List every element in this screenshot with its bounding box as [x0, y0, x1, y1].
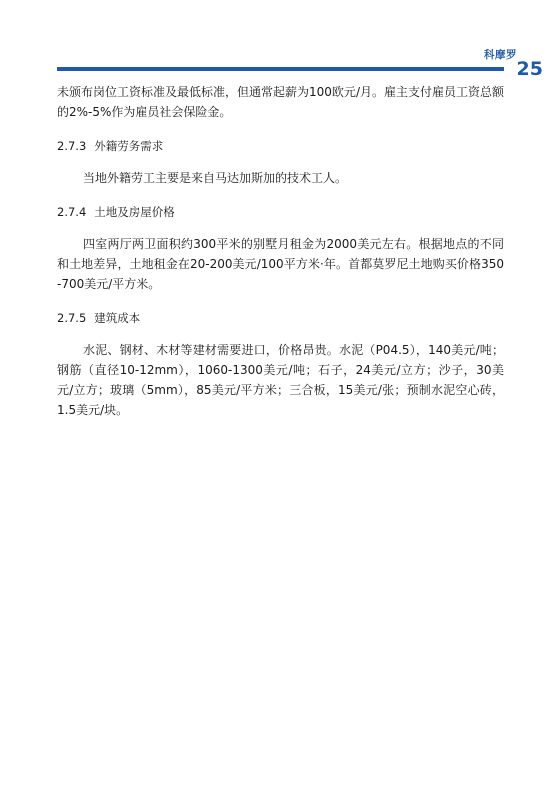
- section-paragraph: 水泥、钢材、木材等建材需要进口，价格昂贵。水泥（P04.5），140美元/吨；钢筋（直径10-12mm），1060-1300美元/吨；石子，24美元/立方；沙子，30美元/立方；玻璃（5mm），85美元/平方米；三合板，15美元/张；预制水泥空心砖，1.5美元/块。: [57, 343, 504, 417]
- section-heading: [57, 136, 504, 156]
- running-header-title: 科摩罗: [484, 49, 517, 61]
- section-number: 2.7.3: [57, 139, 87, 153]
- section-title: 外籍劳务需求: [94, 139, 164, 153]
- section-number: 2.7.4: [57, 205, 87, 219]
- section-2-7-4: [57, 202, 504, 294]
- page-body: [57, 82, 504, 420]
- intro-paragraph: 未颁布岗位工资标准及最低标准，但通常起薪为100欧元/月。雇主支付雇员工资总额的2%-5%作为雇员社会保险金。: [57, 85, 504, 119]
- section-number: 2.7.5: [57, 311, 87, 325]
- section-2-7-3: [57, 136, 504, 188]
- section-2-7-5: [57, 308, 504, 420]
- header-divider: [57, 67, 504, 71]
- section-paragraph: 当地外籍劳工主要是来自马达加斯加的技术工人。: [83, 171, 348, 185]
- section-title: 土地及房屋价格: [94, 205, 175, 219]
- page-number: 25: [516, 58, 543, 80]
- section-heading: [57, 308, 504, 328]
- section-paragraph: 四室两厅两卫面积约300平米的别墅月租金为2000美元左右。根据地点的不同和土地差异，土地租金在20-200美元/100平方米·年。首都莫罗尼土地购买价格350-700美元/平方米。: [57, 237, 504, 291]
- section-title: 建筑成本: [94, 311, 141, 325]
- section-heading: [57, 202, 504, 222]
